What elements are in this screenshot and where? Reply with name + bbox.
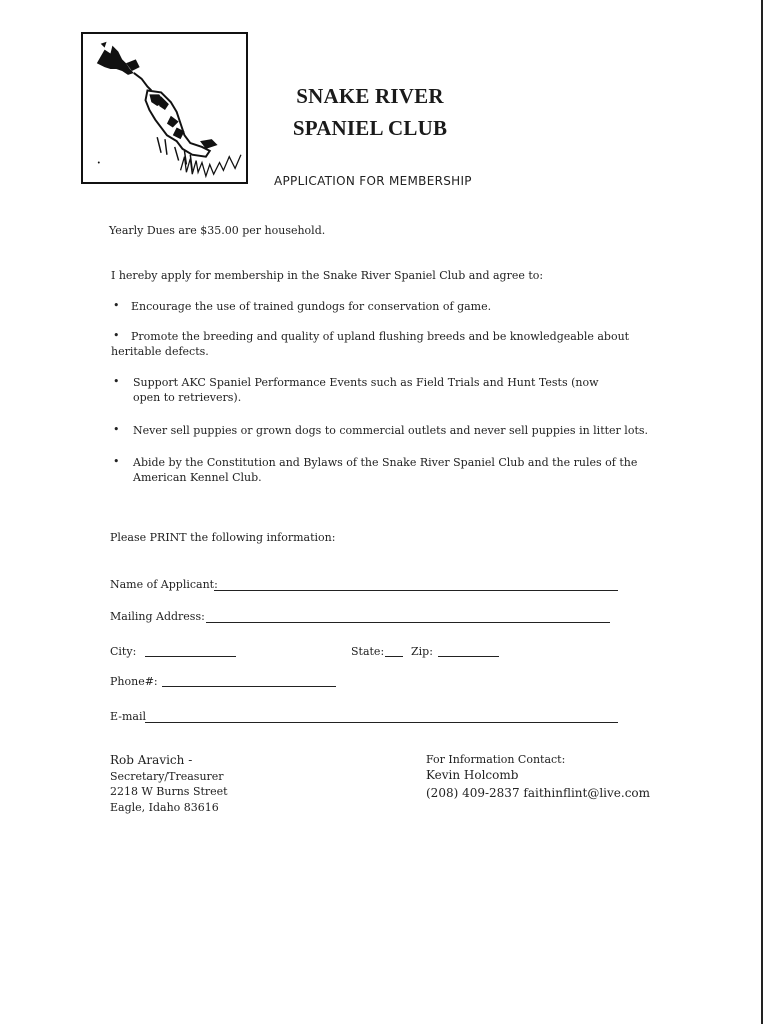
state-label: State: xyxy=(351,645,385,658)
club-logo xyxy=(81,32,248,184)
agreement-item: Support AKC Spaniel Performance Events such as Field Trials and Hunt Tests (now open to retrievers). xyxy=(133,376,599,404)
agreement-item: Never sell puppies or grown dogs to commercial outlets and never sell puppies in litter lots. xyxy=(133,424,649,437)
zip-input[interactable] xyxy=(438,656,499,657)
contact-phone-email: (208) 409-2837 faithinflint@live.com xyxy=(426,786,651,800)
agreement-item: Abide by the Constitution and Bylaws of the Snake River Spaniel Club and the rules of the American Kennel Club. xyxy=(133,456,638,484)
secretary-name: Rob Aravich - xyxy=(110,753,193,767)
state-input[interactable] xyxy=(385,656,403,657)
bullet-glyph: • xyxy=(113,423,120,436)
name-label: Name of Applicant: xyxy=(110,578,218,591)
club-title-line2: SPANIEL CLUB xyxy=(292,116,448,140)
club-title-line1: SNAKE RIVER xyxy=(296,84,444,108)
name-input[interactable] xyxy=(214,590,618,591)
contact-heading: For Information Contact: xyxy=(426,753,566,766)
contact-name: Kevin Holcomb xyxy=(426,767,519,782)
address-label: Mailing Address: xyxy=(110,610,205,623)
city-input[interactable] xyxy=(145,656,236,657)
bullet-glyph: • xyxy=(113,299,120,312)
city-label: City: xyxy=(110,645,137,658)
print-instruction: Please PRINT the following information: xyxy=(110,531,336,544)
address-input[interactable] xyxy=(206,622,610,623)
email-label: E-mail xyxy=(110,710,146,723)
zip-label: Zip: xyxy=(411,645,433,658)
spaniel-with-bird-logo-icon xyxy=(83,34,246,182)
form-subtitle: APPLICATION FOR MEMBERSHIP xyxy=(274,174,472,188)
bullet-glyph: • xyxy=(113,375,120,388)
dues-statement: Yearly Dues are $35.00 per household. xyxy=(109,224,326,237)
phone-input[interactable] xyxy=(162,686,336,687)
secretary-title: Secretary/Treasurer xyxy=(110,769,224,783)
secretary-city: Eagle, Idaho 83616 xyxy=(110,800,219,814)
agreement-item: Encourage the use of trained gundogs for conservation of game. xyxy=(131,300,492,313)
email-input[interactable] xyxy=(145,722,618,723)
intro-statement: I hereby apply for membership in the Snake River Spaniel Club and agree to: xyxy=(111,269,544,282)
phone-label: Phone#: xyxy=(110,675,158,688)
secretary-street: 2218 W Burns Street xyxy=(110,785,228,798)
agreement-item: Promote the breeding and quality of upland flushing breeds and be knowledgeable about heritable defects. xyxy=(111,330,630,358)
page-edge xyxy=(761,0,763,1024)
bullet-glyph: • xyxy=(113,329,120,342)
bullet-glyph: • xyxy=(113,455,120,468)
secretary-block xyxy=(110,753,228,815)
contact-block xyxy=(426,752,650,802)
